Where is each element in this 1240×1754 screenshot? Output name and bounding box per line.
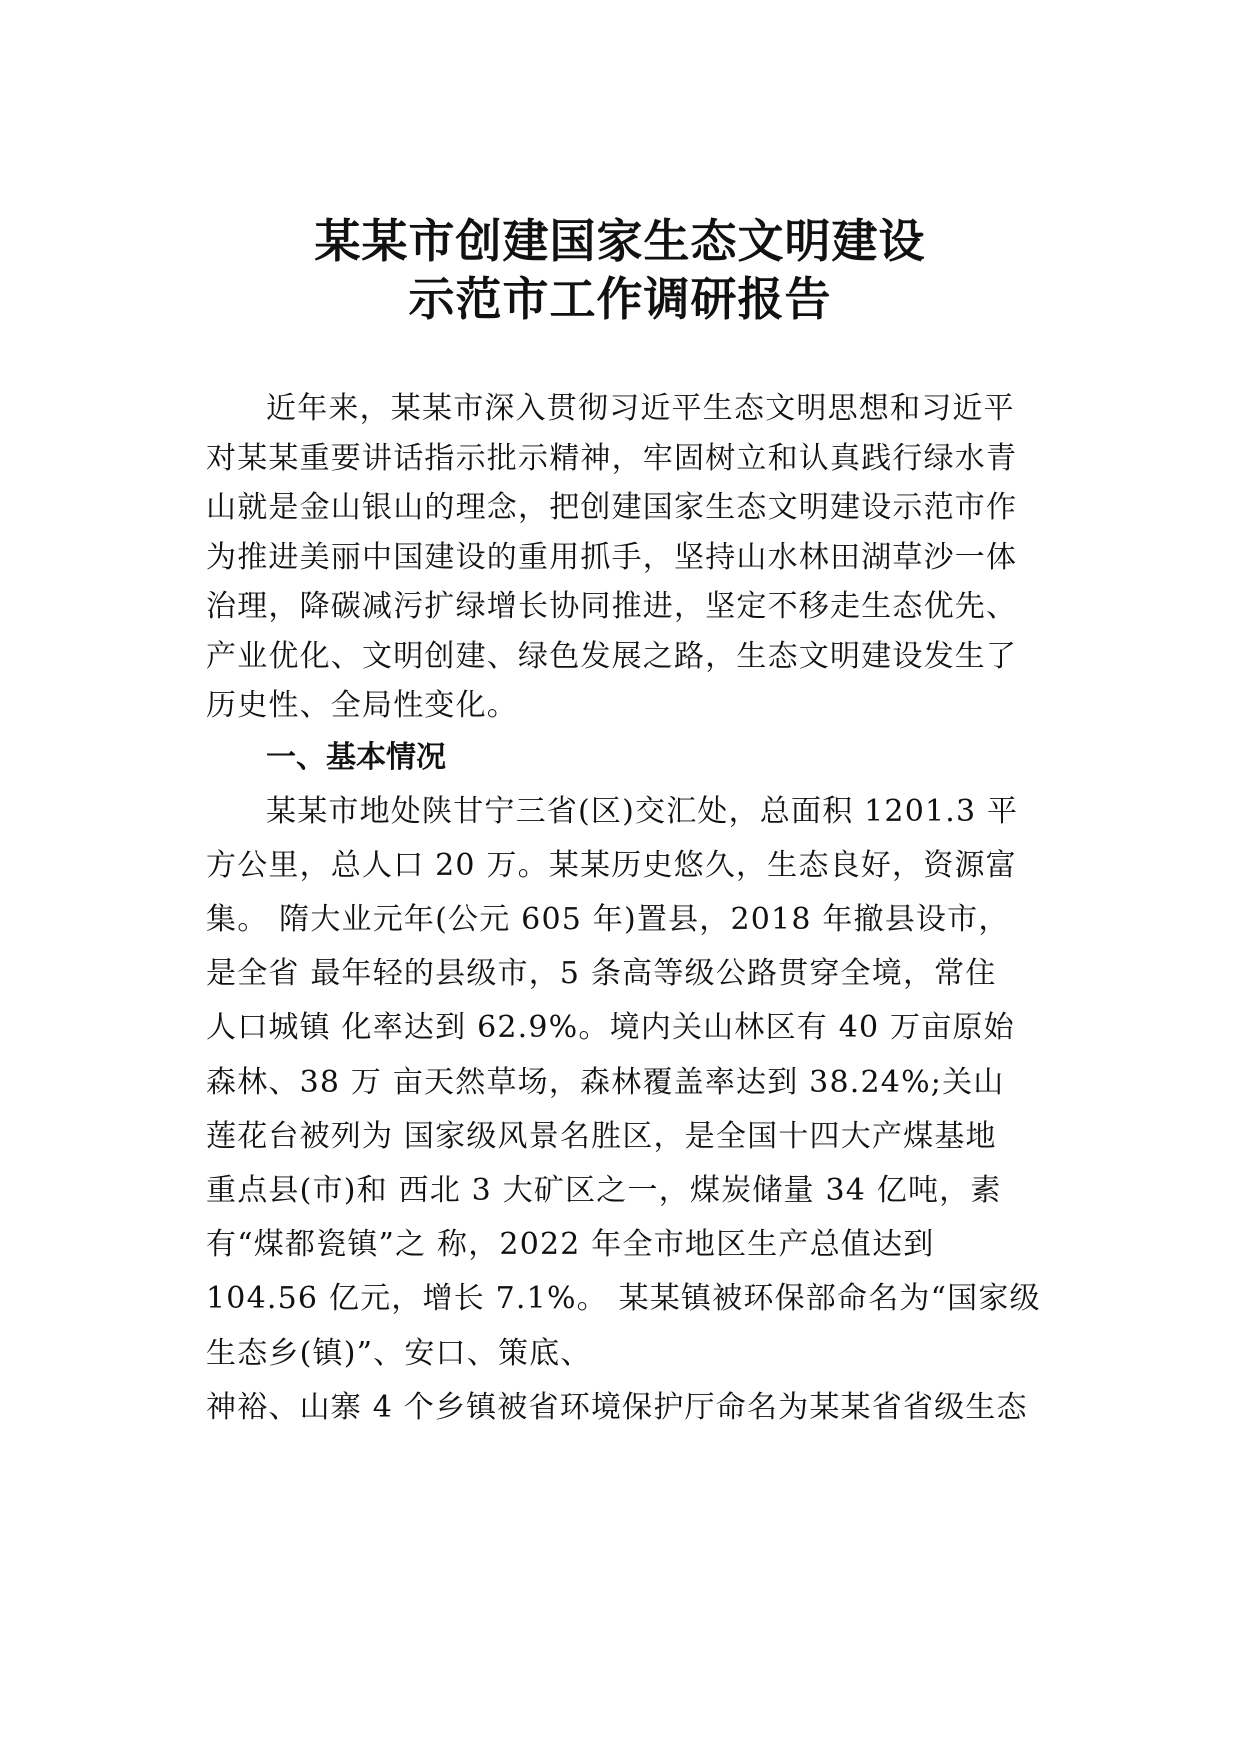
- intro-line: 山就是金山银山的理念，把创建国家生态文明建设示范市作: [206, 490, 1018, 525]
- intro-line: 对某某重要讲话指示批示精神，牢固树立和认真践行绿水青: [206, 440, 1018, 476]
- intro-line: 为推进美丽中国建设的重用抓手，坚持山水林田湖草沙一体: [206, 539, 1018, 575]
- intro-line: 治理，降碳减污扩绿增长协同推进，坚定不移走生态优先、: [206, 589, 1018, 624]
- section-line: 某某市地处陕甘宁三省(区)交汇处，总面积 1201.3 平: [266, 793, 1019, 829]
- intro-line: 历史性、全局性变化。: [206, 688, 518, 723]
- section-line: 104.56 亿元，增长 7.1%。 某某镇被环保部命名为“国家级: [206, 1281, 1041, 1317]
- document-body: [206, 384, 1070, 1435]
- section-line: 莲花台被列为 国家级风景名胜区，是全国十四大产煤基地: [206, 1118, 997, 1154]
- title-line-2: 示范市工作调研报告: [408, 272, 832, 326]
- section-line: 神裕、山寨 4 个乡镇被省环境保护厅命名为某某省省级生态: [206, 1389, 1028, 1425]
- section-line: 有“煤都瓷镇”之 称，2022 年全市地区生产总值达到: [206, 1227, 935, 1263]
- intro-line: 近年来，某某市深入贯彻习近平生态文明思想和习近平: [266, 391, 1015, 426]
- section-line: 森林、38 万 亩天然草场，森林覆盖率达到 38.24%;关山: [206, 1064, 1005, 1100]
- section-line: 生态乡(镇)”、安口、策底、: [206, 1335, 592, 1371]
- section-line: 方公里，总人口 20 万。某某历史悠久，生态良好，资源富: [206, 847, 1017, 883]
- section-paragraph: [206, 785, 1070, 1435]
- section-heading: 一、基本情况: [266, 739, 446, 775]
- section-line: 人口城镇 化率达到 62.9%。境内关山林区有 40 万亩原始: [206, 1010, 1015, 1046]
- intro-paragraph: [206, 384, 1070, 731]
- section-line: 是全省 最年轻的县级市，5 条高等级公路贯穿全境，常住: [206, 956, 997, 992]
- section-line: 重点县(市)和 西北 3 大矿区之一，煤炭储量 34 亿吨，素: [206, 1172, 1002, 1208]
- title-line-1: 某某市创建国家生态文明建设: [314, 214, 926, 268]
- document-title: [0, 212, 1240, 328]
- section-line: 集。 隋大业元年(公元 605 年)置县，2018 年撤县设市，: [206, 901, 1010, 937]
- intro-line: 产业优化、文明创建、绿色发展之路，生态文明建设发生了: [206, 638, 1018, 674]
